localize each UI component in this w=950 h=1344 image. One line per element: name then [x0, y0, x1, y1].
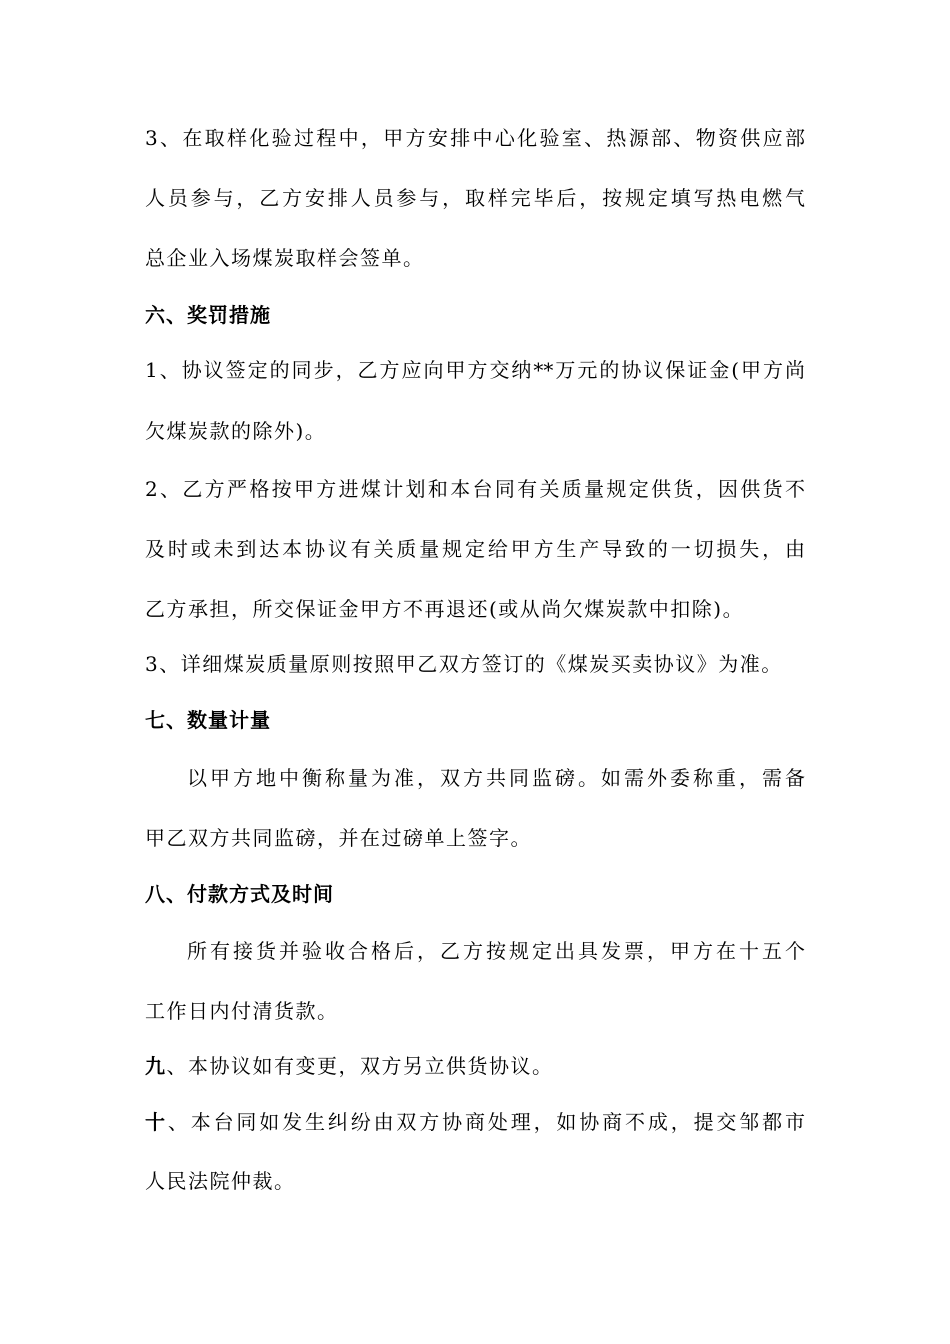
section-heading-payment: 八、付款方式及时间	[145, 882, 334, 906]
section-nine-text: 、本协议如有变更，双方另立供货协议。	[166, 1054, 554, 1078]
section-nine-number: 九	[145, 1054, 167, 1078]
supply-clause-line-2: 及时或未到达本协议有关质量规定给甲方生产导致的一切损失，由	[145, 537, 805, 561]
section-ten-line-1	[145, 1110, 805, 1134]
deposit-clause-line-2: 欠煤炭款的除外)。	[145, 419, 327, 443]
weighing-clause-line-1: 以甲方地中衡称量为准，双方共同监磅。如需外委称重，需备	[187, 766, 805, 790]
sampling-clause-line-2: 人员参与，乙方安排人员参与，取样完毕后，按规定填写热电燃气	[145, 186, 805, 210]
weighing-clause-line-2: 甲乙双方共同监磅，并在过磅单上签字。	[145, 826, 532, 850]
quality-clause-line: 3、详细煤炭质量原则按照甲乙双方签订的《煤炭买卖协议》为准。	[145, 652, 783, 676]
supply-clause-line-3: 乙方承担，所交保证金甲方不再退还(或从尚欠煤炭款中扣除)。	[145, 597, 745, 621]
section-ten-number: 十	[145, 1110, 168, 1134]
sampling-clause-line-3: 总企业入场煤炭取样会签单。	[145, 246, 425, 270]
section-heading-rewards-penalties: 六、奖罚措施	[145, 303, 271, 327]
section-heading-quantity: 七、数量计量	[145, 708, 271, 732]
section-ten-text: 、本台同如发生纠纷由双方协商处理，如协商不成，提交邹都市	[167, 1110, 806, 1134]
payment-clause-line-1: 所有接货并验收合格后，乙方按规定出具发票，甲方在十五个	[187, 939, 805, 963]
supply-clause-line-1: 2、乙方严格按甲方进煤计划和本台同有关质量规定供货，因供货不	[145, 477, 805, 501]
section-nine-line	[145, 1054, 554, 1078]
sampling-clause-line-1: 3、在取样化验过程中，甲方安排中心化验室、热源部、物资供应部	[145, 126, 805, 150]
deposit-clause-line-1: 1、协议签定的同步，乙方应向甲方交纳**万元的协议保证金(甲方尚	[145, 358, 805, 382]
payment-clause-line-2: 工作日内付清货款。	[145, 999, 339, 1023]
section-ten-line-2: 人民法院仲裁。	[145, 1169, 296, 1193]
